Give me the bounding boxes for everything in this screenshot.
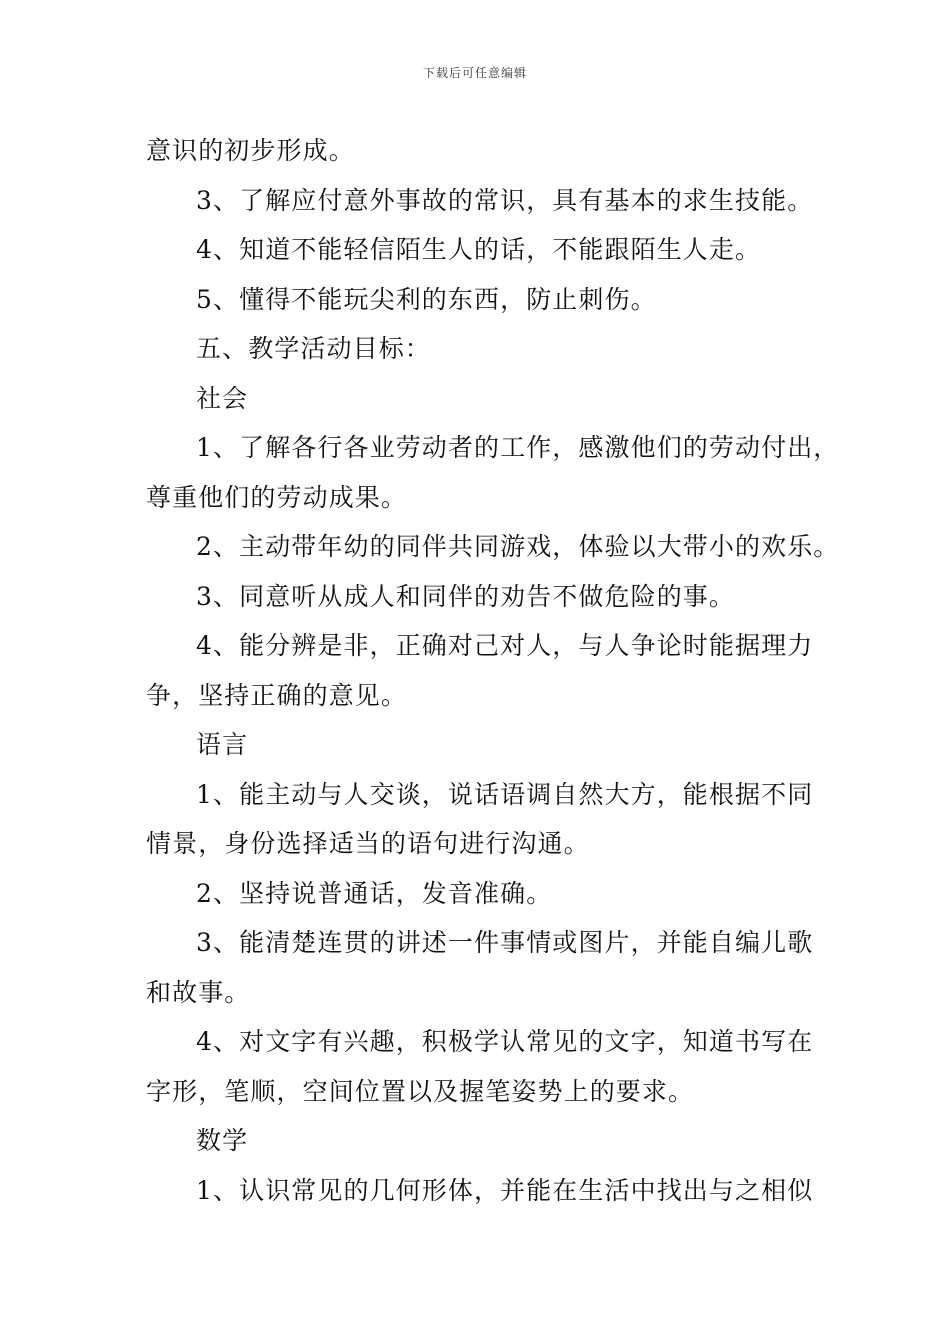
text-line: 5、懂得不能玩尖利的东西，防止刺伤。: [196, 284, 657, 314]
text-line: 1、了解各行各业劳动者的工作，感激他们的劳动付出，: [196, 433, 840, 462]
text-line: 4、知道不能轻信陌生人的话，不能跟陌生人走。: [196, 235, 762, 264]
subsection-heading-social: 社会: [196, 383, 249, 413]
text-line: 和故事。: [146, 977, 251, 1007]
page-header-note: 下载后可任意编辑: [422, 66, 527, 80]
subsection-heading-language: 语言: [196, 730, 249, 759]
text-line: 1、认识常见的几何形体，并能在生活中找出与之相似: [196, 1175, 814, 1205]
text-line: 4、能分辨是非，正确对己对人，与人争论时能据理力: [196, 631, 814, 660]
text-line: 3、能清楚连贯的讲述一件事情或图片，并能自编儿歌: [196, 928, 814, 957]
text-line: 3、同意听从成人和同伴的劝告不做危险的事。: [196, 581, 736, 611]
text-line: 争，坚持正确的意见。: [146, 680, 408, 710]
text-line: 3、了解应付意外事故的常识，具有基本的求生技能。: [196, 185, 814, 215]
subsection-heading-math: 数学: [196, 1126, 249, 1155]
text-line: 2、主动带年幼的同伴共同游戏，体验以大带小的欢乐。: [196, 532, 840, 561]
text-line: 4、对文字有兴趣，积极学认常见的文字，知道书写在: [196, 1027, 814, 1056]
text-line: 1、能主动与人交谈，说话语调自然大方，能根据不同: [196, 779, 814, 809]
text-line: 2、坚持说普通话，发音准确。: [196, 878, 553, 908]
text-line: 尊重他们的劳动成果。: [146, 482, 408, 512]
document-body: [146, 126, 840, 1215]
text-line: 字形，笔顺，空间位置以及握笔姿势上的要求。: [146, 1076, 695, 1106]
text-line: 情景，身份选择适当的语句进行沟通。: [146, 829, 590, 858]
text-line: 意识的初步形成。: [146, 136, 355, 165]
section-heading: 五、教学活动目标：: [196, 334, 431, 363]
